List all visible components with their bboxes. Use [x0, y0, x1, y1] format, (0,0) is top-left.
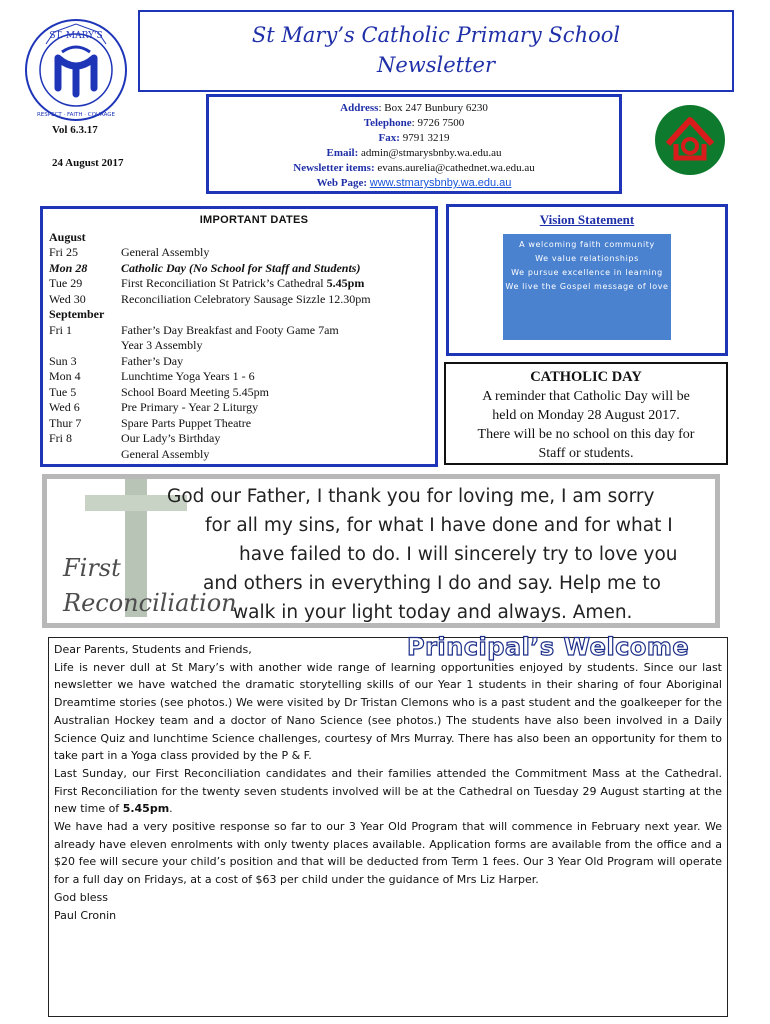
- date-event-text: General Assembly: [121, 245, 210, 259]
- signoff: God bless: [54, 890, 109, 904]
- date-row: [49, 292, 429, 308]
- date-row: [49, 338, 429, 354]
- date-day: [49, 338, 121, 354]
- date-event-text: Father’s Day: [121, 353, 184, 368]
- date-day: Fri 25: [49, 245, 79, 259]
- date-day: Mon 4: [49, 369, 81, 383]
- reconciliation-word: Reconciliation: [63, 589, 237, 617]
- date-event: [121, 261, 429, 277]
- date-day: [49, 447, 121, 463]
- prayer-line: walk in your light today and always. Amen.: [233, 602, 633, 623]
- date-day: Wed 30: [49, 291, 86, 306]
- email-line: [209, 146, 619, 161]
- august-dates-list: [49, 245, 429, 307]
- paragraph: We have had a very positive response so far to our 3 Year Old Program that will commence in February next year. We already have eleven enrolments with only twenty places available. Application forms are available from the office and a $20 fee will secure your child’s position and that will be deducted from Term 1 fees. Our 3 Year Old Program will operate for a full day on Fridays, at a cost of $63 per child under the guidance of Mrs Liz Harper.: [54, 820, 722, 887]
- fax-value: 9791 3219: [399, 132, 450, 144]
- svg-text:RESPECT · FAITH · COURAGE: RESPECT · FAITH · COURAGE: [36, 112, 116, 118]
- newsletter-title-box: [138, 10, 734, 92]
- green-red-emblem-icon: [654, 104, 726, 176]
- newsletter-title: Newsletter: [376, 53, 496, 77]
- date-event: [121, 416, 429, 432]
- webpage-line: [209, 176, 619, 191]
- date-day: Fri 1: [49, 322, 73, 337]
- date-event-text: School Board Meeting 5.45pm: [121, 384, 269, 399]
- date-day: Mon 28: [49, 260, 88, 275]
- catholic-day-title: CATHOLIC DAY: [530, 369, 642, 385]
- principals-welcome-heading: Principal’s Welcome: [407, 633, 690, 661]
- paragraph: [54, 765, 722, 818]
- date-day: Tue 29: [49, 276, 83, 290]
- date-day: Tue 5: [49, 384, 77, 399]
- date-event: [121, 276, 429, 292]
- date-day: Wed 6: [49, 400, 80, 414]
- fax-label: Fax:: [378, 132, 400, 144]
- catholic-day-line: held on Monday 28 August 2017.: [492, 408, 680, 423]
- month-august: August: [49, 229, 86, 244]
- telephone-line: [209, 116, 619, 131]
- vision-line: We value relationships: [535, 254, 639, 263]
- date-event: [121, 323, 429, 339]
- volume-number: Vol 6.3.17: [52, 124, 98, 136]
- date-row: [49, 416, 429, 432]
- date-event: [121, 338, 429, 354]
- date-event: [121, 400, 429, 416]
- date-event-text: Year 3 Assembly: [121, 338, 203, 352]
- date-row: [49, 261, 429, 277]
- fax-line: [209, 131, 619, 146]
- date-event: [121, 431, 429, 447]
- catholic-day-line: There will be no school on this day for: [477, 427, 695, 442]
- address-value: : Box 247 Bunbury 6230: [378, 102, 488, 114]
- address-line: [209, 101, 619, 116]
- contact-box: [206, 94, 622, 194]
- date-day: Fri 8: [49, 431, 73, 445]
- school-name-title: St Mary’s Catholic Primary School: [251, 23, 621, 47]
- svg-text:ST. MARY'S: ST. MARY'S: [49, 31, 103, 41]
- vision-line: A welcoming faith community: [519, 240, 655, 249]
- date-row: [49, 276, 429, 292]
- principals-welcome-box: [48, 633, 728, 1017]
- september-dates-list: [49, 323, 429, 463]
- month-september: September: [49, 307, 105, 321]
- catholic-day-line: A reminder that Catholic Day will be: [482, 389, 690, 404]
- date-row: [49, 400, 429, 416]
- important-dates-box: [40, 206, 438, 467]
- date-event-time: 5.45pm: [326, 276, 365, 290]
- date-row: [49, 431, 429, 447]
- date-row: [49, 447, 429, 463]
- issue-date: 24 August 2017: [52, 157, 124, 169]
- date-row: [49, 369, 429, 385]
- greeting: Dear Parents, Students and Friends,: [54, 643, 252, 656]
- paragraph-text: .: [169, 802, 173, 816]
- vision-line: We pursue excellence in learning: [511, 268, 663, 277]
- vision-statement-box: [446, 204, 728, 356]
- school-crest-logo: [24, 18, 128, 122]
- date-event: [121, 385, 429, 401]
- address-label: Address: [340, 102, 379, 114]
- vision-line: We live the Gospel message of love: [505, 282, 669, 291]
- date-event-text: Reconciliation Celebratory Sausage Sizzle 12.30pm: [121, 291, 371, 306]
- date-event-text: Our Lady’s Birthday: [121, 431, 221, 445]
- email-value[interactable]: admin@stmarysbnby.wa.edu.au: [358, 147, 502, 159]
- date-event-text: Father’s Day Breakfast and Footy Game 7am: [121, 322, 339, 337]
- catholic-day-box: [444, 362, 728, 465]
- date-event-text: Catholic Day (No School for Staff and Students): [121, 260, 361, 275]
- important-dates-heading: IMPORTANT DATES: [199, 214, 309, 226]
- date-day: Sun 3: [49, 353, 77, 368]
- principals-welcome-body: [54, 641, 722, 924]
- prayer-line: have failed to do. I will sincerely try to love you: [239, 544, 678, 565]
- date-event: [121, 354, 429, 370]
- email-label: Email:: [326, 147, 359, 159]
- date-event: [121, 369, 429, 385]
- prayer-line: God our Father, I thank you for loving me, I am sorry: [167, 486, 655, 507]
- date-row: [49, 354, 429, 370]
- reconciliation-prayer-box: [42, 474, 720, 628]
- newsletter-items-value[interactable]: evans.aurelia@cathednet.wa.edu.au: [374, 162, 535, 174]
- date-row: [49, 245, 429, 261]
- telephone-label: Telephone: [363, 117, 412, 129]
- date-row: [49, 385, 429, 401]
- date-event-text: General Assembly: [121, 446, 210, 461]
- date-event-text: First Reconciliation St Patrick’s Cathedral: [121, 276, 327, 290]
- vision-statement-panel: [503, 234, 671, 340]
- paragraph: Life is never dull at St Mary’s with another wide range of learning opportunities enjoyed by students. Since our last newsletter we have watched the dramatic storytelling skills of our Year 1 students in their sharing of four Aboriginal Dreamtime stories (see photos.) We were visited by Dr Tristan Clemons who is a past student and the goalkeeper for the Australian Hockey team and a doctor of Nano Science (see photos.) The students have also been involved in a Daily Science Quiz and lunchtime Science challenges, courtesy of Mrs Murray. There has also been an opportunity for them to take part in a Yoga class provided by the P & F.: [54, 660, 722, 763]
- date-event: [121, 292, 429, 308]
- paragraph-text: Last Sunday, our First Reconciliation candidates and their families attended the Commitment Mass at the Cathedral. First Reconciliation for the twenty seven students involved will be at the Cathedral on Tuesday 29 August starting at the new time of: [54, 766, 722, 816]
- telephone-value: : 9726 7500: [411, 117, 465, 129]
- newsletter-items-label: Newsletter items:: [293, 162, 375, 174]
- date-event: [121, 245, 429, 261]
- vision-statement-title: Vision Statement: [539, 212, 635, 227]
- date-event-text: Lunchtime Yoga Years 1 - 6: [121, 369, 255, 383]
- webpage-link[interactable]: www.stmarysbnby.wa.edu.au: [369, 177, 512, 189]
- signature: Paul Cronin: [54, 908, 117, 922]
- prayer-line: for all my sins, for what I have done and for what I: [205, 515, 673, 536]
- date-day: Thur 7: [49, 415, 82, 430]
- first-word: First: [63, 554, 121, 582]
- date-row: [49, 323, 429, 339]
- prayer-line: and others in everything I do and say. Help me to: [203, 573, 661, 594]
- date-event: [121, 447, 429, 463]
- catholic-day-line: Staff or students.: [538, 446, 634, 461]
- date-event-text: Pre Primary - Year 2 Liturgy: [121, 400, 259, 414]
- newsletter-items-line: [209, 161, 619, 176]
- paragraph-bold-time: 5.45pm: [122, 802, 170, 816]
- webpage-label: Web Page:: [316, 177, 368, 189]
- date-event-text: Spare Parts Puppet Theatre: [121, 415, 252, 430]
